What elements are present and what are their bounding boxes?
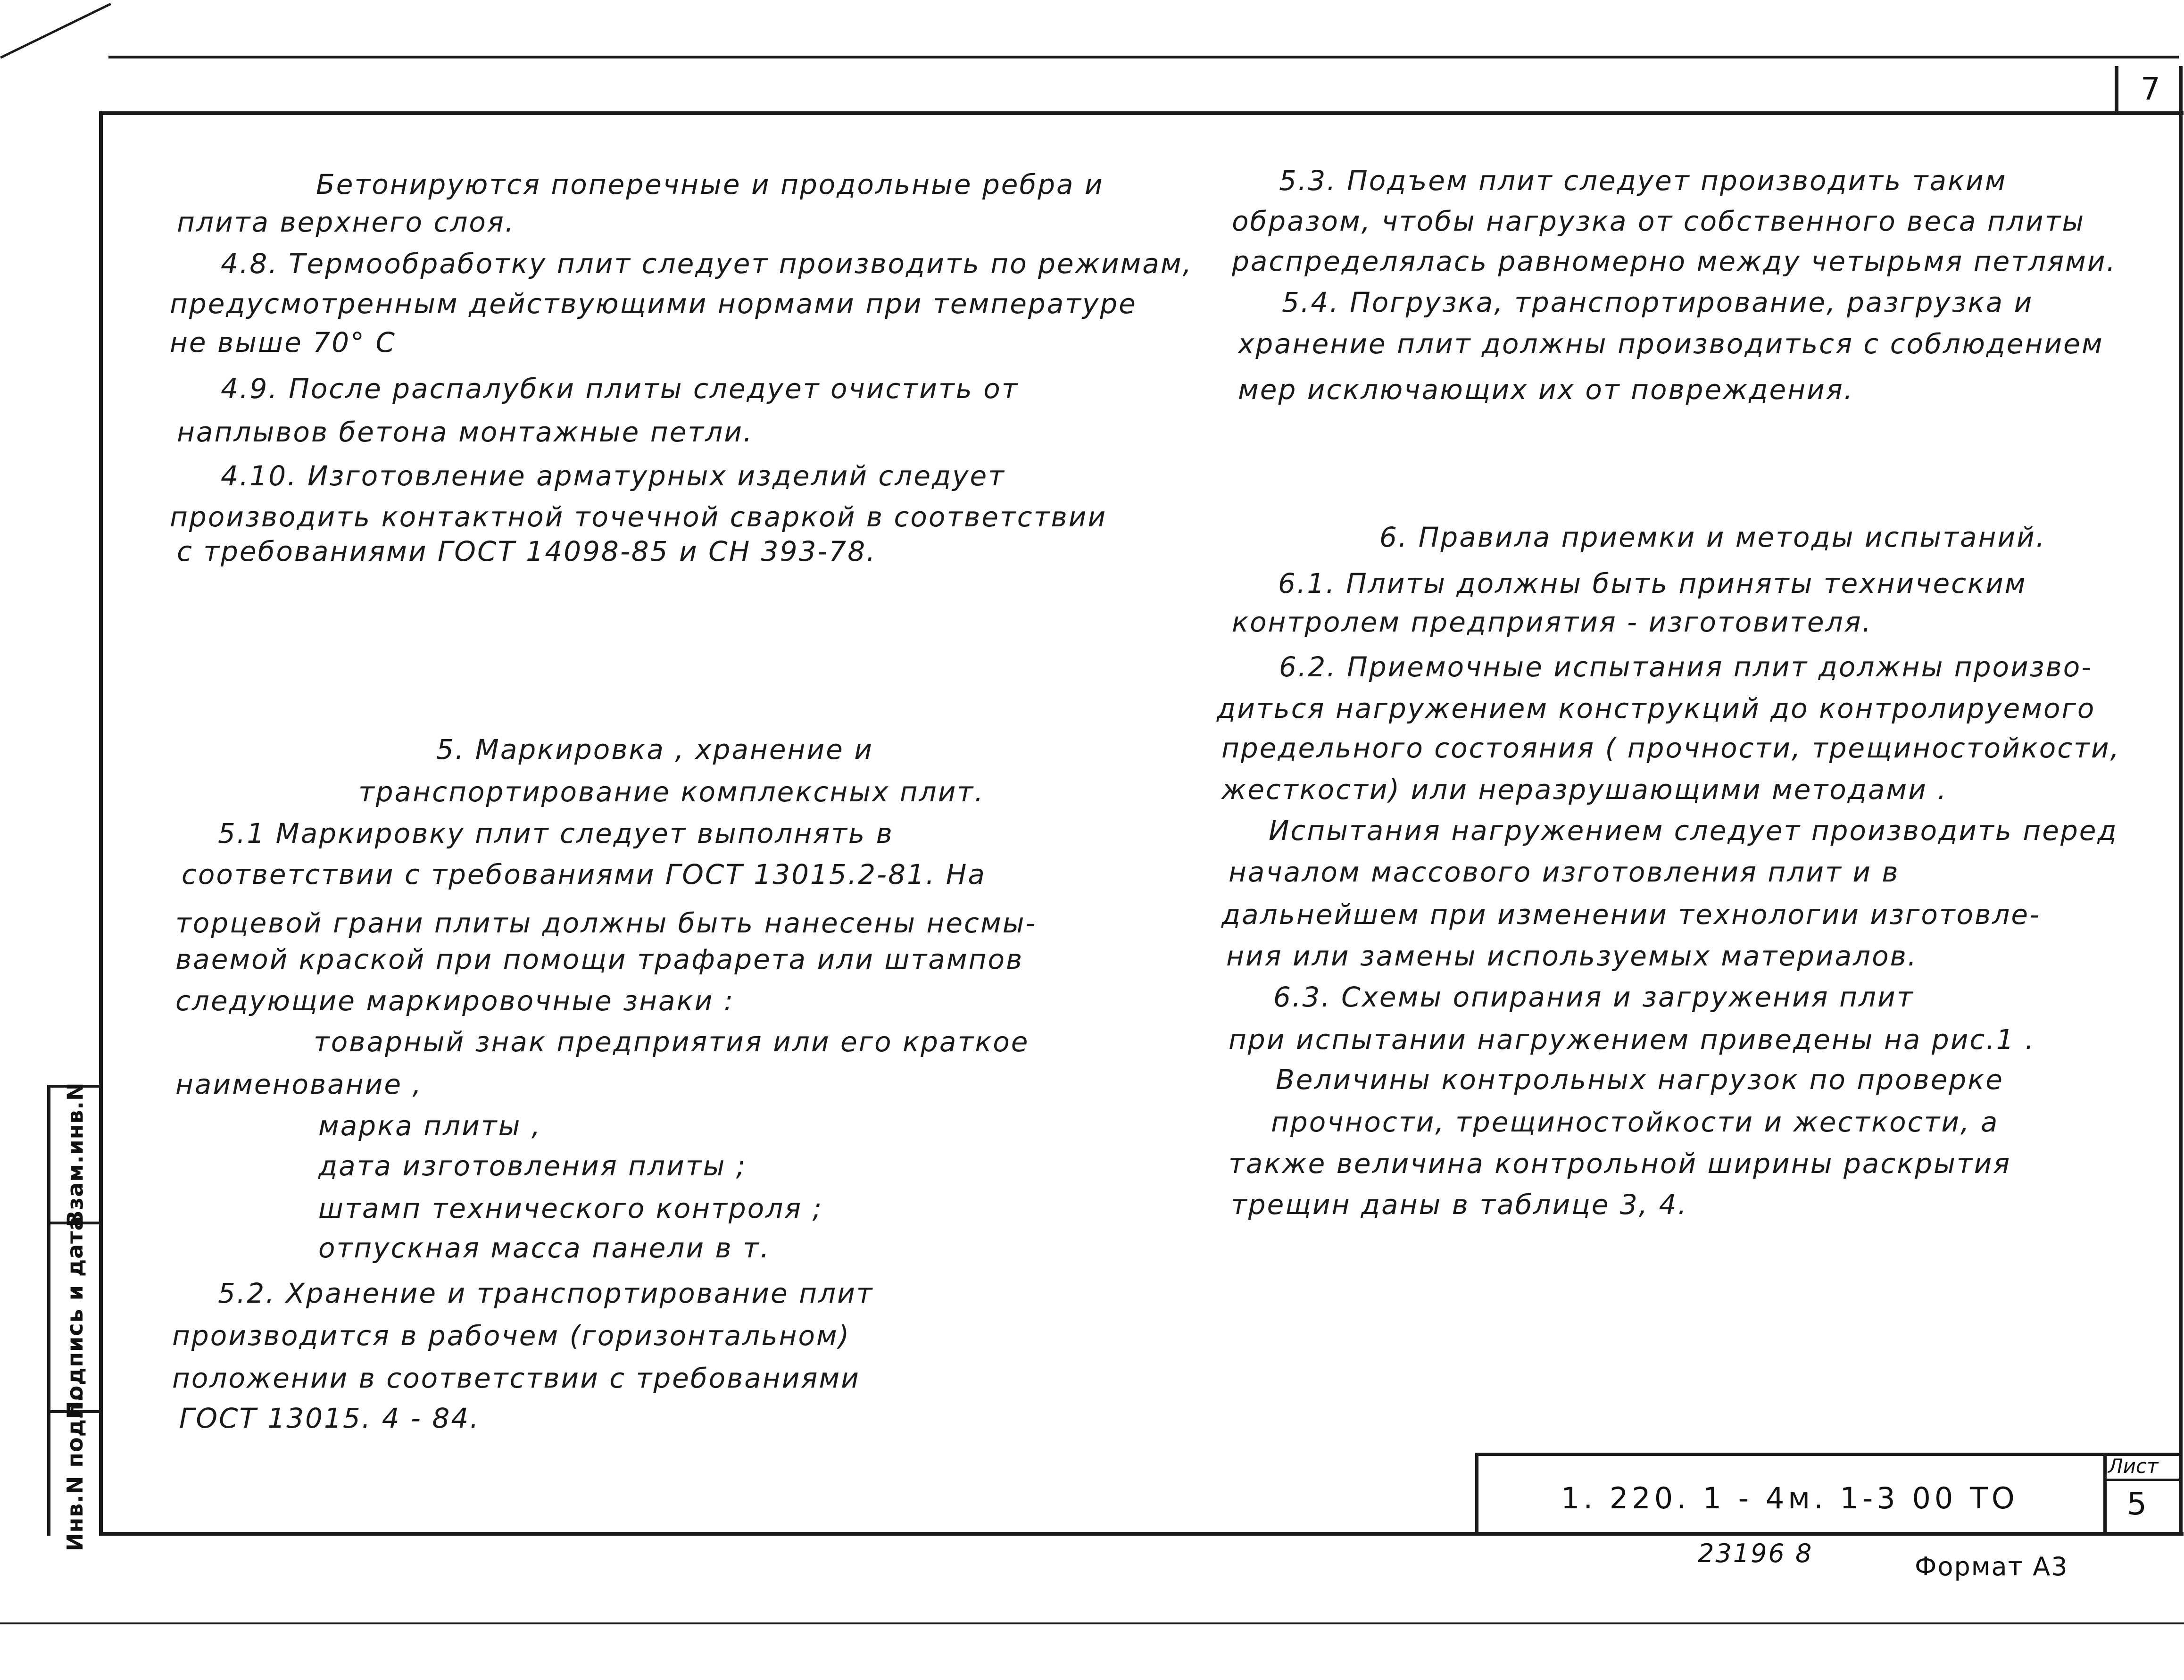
- left-line-13: 5.1 Маркировку плит следует выполнять в: [218, 817, 894, 849]
- left-line-20: марка плиты ,: [318, 1110, 542, 1142]
- page-number: 7: [2141, 70, 2160, 107]
- left-line-24: 5.2. Хранение и транспортирование плит: [218, 1277, 874, 1309]
- left-line-26: положении в соответствии с требованиями: [172, 1362, 860, 1394]
- left-line-23: отпускная масса панели в т.: [318, 1232, 771, 1264]
- right-line-7: 6. Правила приемки и методы испытаний.: [1379, 521, 2046, 553]
- frame-right-line: [2179, 66, 2183, 1536]
- left-line-8: 4.10. Изготовление арматурных изделий следует: [221, 460, 1005, 492]
- page-number-box: [2115, 66, 2183, 115]
- left-line-25: производится в рабочем (горизонтальном): [172, 1320, 851, 1352]
- right-line-10: 6.2. Приемочные испытания плит должны произво-: [1279, 651, 2093, 683]
- left-line-10: с требованиями ГОСТ 14098-85 и СН 393-78.: [177, 535, 877, 567]
- left-line-3: 4.8. Термообработку плит следует производить по режимам,: [221, 248, 1193, 280]
- title-block-sheet-label-line: [2103, 1479, 2183, 1481]
- right-line-1: 5.3. Подъем плит следует производить таким: [1279, 165, 2007, 197]
- left-line-12: транспортирование комплексных плит.: [358, 776, 985, 808]
- right-line-18: 6.3. Схемы опирания и загружения плит: [1273, 981, 1914, 1013]
- side-stamp-vzam-inv: Взам.инв.N: [62, 1082, 88, 1227]
- left-line-16: ваемой краской при помощи трафарета или штампов: [175, 943, 1024, 975]
- right-line-6: мер исключающих их от повреждения.: [1238, 374, 1854, 406]
- right-line-16: дальнейшем при изменении технологии изготовле-: [1221, 898, 2041, 931]
- left-line-2: плита верхнего слоя.: [177, 206, 515, 238]
- right-line-19: при испытании нагружением приведены на рис.1 .: [1229, 1023, 2035, 1056]
- right-line-5: хранение плит должны производиться с соблюдением: [1238, 328, 2104, 360]
- left-line-7: наплывов бетона монтажные петли.: [177, 416, 754, 448]
- right-line-13: жесткости) или неразрушающими методами .: [1221, 773, 1948, 806]
- right-line-15: началом массового изготовления плит и в: [1229, 856, 1900, 888]
- left-line-6: 4.9. После распалубки плиты следует очистить от: [221, 373, 1019, 405]
- right-line-22: также величина контрольной ширины раскрытия: [1229, 1148, 2011, 1180]
- left-line-9: производить контактной точечной сваркой в соответствии: [170, 501, 1107, 533]
- frame-top-line: [99, 111, 2184, 115]
- left-line-18: товарный знак предприятия или его краткое: [314, 1026, 1030, 1058]
- right-line-20: Величины контрольных нагрузок по проверке: [1276, 1064, 2004, 1096]
- left-line-21: дата изготовления плиты ;: [318, 1150, 747, 1182]
- top-outer-line: [108, 56, 2179, 58]
- left-line-17: следующие маркировочные знаки :: [175, 985, 735, 1017]
- left-line-27: ГОСТ 13015. 4 - 84.: [179, 1402, 480, 1434]
- right-line-12: предельного состояния ( прочности, трещиностойкости,: [1221, 732, 2121, 764]
- sheet-label: Лист: [2108, 1455, 2159, 1478]
- side-stamp-inv-podl: Инв.N подл.: [62, 1393, 88, 1552]
- title-block-top-line: [1475, 1453, 2183, 1456]
- right-line-14: Испытания нагружением следует производить перед: [1269, 815, 2118, 847]
- left-line-19: наименование ,: [175, 1068, 423, 1100]
- left-line-15: торцевой грани плиты должны быть нанесены несмы-: [175, 907, 1037, 939]
- title-block-sheet-divider: [2103, 1453, 2107, 1536]
- right-line-3: распределялась равномерно между четырьмя петлями.: [1232, 245, 2117, 277]
- left-line-11: 5. Маркировка , хранение и: [436, 733, 873, 765]
- inventory-number: 23196 8: [1698, 1539, 1813, 1568]
- bottom-outer-line: [0, 1622, 2184, 1624]
- format-label: Формат А3: [1915, 1552, 2068, 1581]
- right-line-17: ния или замены используемых материалов.: [1226, 940, 1918, 972]
- left-line-5: не выше 70° С: [170, 326, 396, 358]
- right-line-21: прочности, трещиностойкости и жесткости, а: [1271, 1106, 1999, 1138]
- corner-stroke: [0, 3, 111, 58]
- left-line-22: штамп технического контроля ;: [318, 1192, 823, 1224]
- right-line-11: диться нагружением конструкций до контролируемого: [1217, 692, 2096, 724]
- drawing-designation: 1. 220. 1 - 4м. 1-3 00 ТО: [1561, 1481, 2018, 1515]
- left-line-4: предусмотренным действующими нормами при температуре: [170, 288, 1137, 320]
- frame-bottom-line: [99, 1532, 2184, 1536]
- right-line-2: образом, чтобы нагрузка от собственного веса плиты: [1232, 205, 2085, 237]
- right-line-8: 6.1. Плиты должны быть приняты техническим: [1278, 567, 2027, 599]
- right-line-23: трещин даны в таблице 3, 4.: [1231, 1189, 1688, 1221]
- left-line-14: соответствии с требованиями ГОСТ 13015.2-81. На: [182, 858, 986, 890]
- left-line-1: Бетонируются поперечные и продольные ребра и: [316, 168, 1104, 200]
- right-line-9: контролем предприятия - изготовителя.: [1232, 606, 1872, 638]
- sheet-number: 5: [2127, 1486, 2147, 1522]
- right-line-4: 5.4. Погрузка, транспортирование, разгрузка и: [1282, 286, 2034, 318]
- side-stamp-podpis-data: Подпись и дата: [62, 1215, 88, 1419]
- title-block-left-line: [1475, 1453, 1478, 1536]
